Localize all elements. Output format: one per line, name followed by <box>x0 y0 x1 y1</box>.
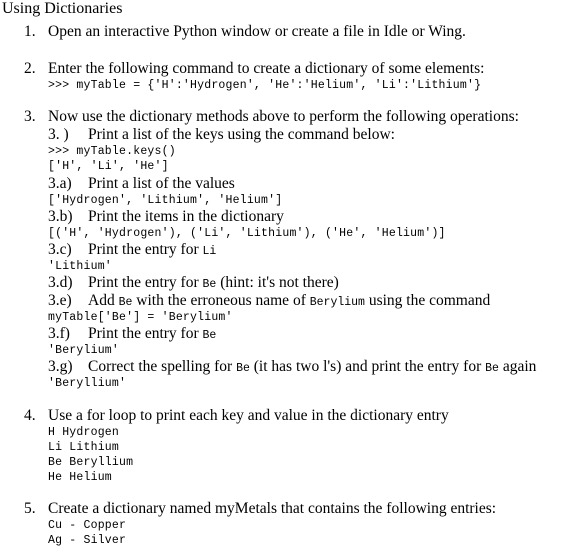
step-text: Use a for loop to print each key and value in the dictionary entry <box>48 407 449 424</box>
substep-text: Print the entry for <box>88 274 203 291</box>
substep-label: 3.c) <box>48 241 72 258</box>
code-output: 'Beryllium' <box>48 377 127 390</box>
substep-tail: using the command <box>364 292 491 309</box>
substep-text: Print a list of the values <box>88 175 235 192</box>
step-text: Now use the dictionary methods above to perform the following operations: <box>48 108 519 125</box>
inline-code: Be <box>202 329 217 342</box>
code-output: Li Lithium <box>48 441 120 454</box>
step-text: Create a dictionary named myMetals that contains the following entries: <box>48 500 497 517</box>
page-title: Using Dictionaries <box>2 0 123 17</box>
code-block: >>> myTable = {'H':'Hydrogen', 'He':'Helium', 'Li':'Lithium'} <box>48 79 482 92</box>
substep-text: Correct the spelling for <box>88 358 237 375</box>
code-block: >>> myTable.keys() <box>48 145 176 158</box>
step-3 <box>24 108 519 126</box>
code-output: Be Beryllium <box>48 456 134 469</box>
code-output: H Hydrogen <box>48 426 120 439</box>
substep-text: Print the items in the dictionary <box>88 208 284 225</box>
inline-code: Be <box>236 362 250 375</box>
code-output: 'Berylium' <box>48 344 120 357</box>
substep-3f <box>48 325 216 345</box>
substep-3d <box>48 274 339 294</box>
step-number: 1. <box>24 23 36 40</box>
substep-text: Print the entry for <box>88 241 203 258</box>
inline-code: Be <box>485 362 499 375</box>
step-text: Open an interactive Python window or create a file in Idle or Wing. <box>48 23 466 40</box>
inline-code: Li <box>202 245 217 258</box>
step-number: 4. <box>24 407 36 424</box>
code-output: Cu - Copper <box>48 519 127 532</box>
inline-code: Be <box>118 296 133 309</box>
step-2 <box>24 60 484 78</box>
substep-label: 3.a) <box>48 175 72 192</box>
substep-tail: (hint: it's not there) <box>216 274 339 291</box>
substep-label: 3.b) <box>48 208 73 225</box>
step-text: Enter the following command to create a dictionary of some elements: <box>48 60 485 77</box>
code-output: He Helium <box>48 471 112 484</box>
step-1 <box>24 23 466 41</box>
step-4 <box>24 407 449 425</box>
substep-3g <box>48 358 536 378</box>
step-number: 5. <box>24 500 36 517</box>
substep-label: 3.e) <box>48 292 72 309</box>
substep-mid: (it has two l's) and print the entry for <box>249 358 486 375</box>
substep-3e <box>48 292 490 312</box>
substep-text: Print the entry for <box>88 325 203 342</box>
substep-3c <box>48 241 216 261</box>
code-output: [('H', 'Hydrogen'), ('Li', 'Lithium'), ('He', 'Helium')] <box>48 227 446 240</box>
substep-3b <box>48 208 284 226</box>
code-output: 'Lithium' <box>48 260 112 273</box>
substep-label: 3.g) <box>48 358 73 375</box>
substep-3a <box>48 175 235 193</box>
substep-label: 3.f) <box>48 325 70 342</box>
step-number: 2. <box>24 60 36 77</box>
substep-tail: again <box>498 358 537 375</box>
substep-3 <box>48 126 395 144</box>
inline-code: Be <box>202 278 217 291</box>
code-block: myTable['Be'] = 'Berylium' <box>48 311 233 324</box>
code-output: ['Hydrogen', 'Lithium', 'Helium'] <box>48 194 283 207</box>
substep-label: 3. ) <box>48 126 69 143</box>
substep-label: 3.d) <box>48 274 73 291</box>
substep-text: Add <box>88 292 119 309</box>
substep-text: Print a list of the keys using the command below: <box>88 126 395 143</box>
step-5 <box>24 500 496 518</box>
code-output: Ag - Silver <box>48 534 127 547</box>
substep-mid: with the erroneous name of <box>132 292 310 309</box>
inline-code: Berylium <box>309 296 365 309</box>
step-number: 3. <box>24 108 36 125</box>
code-output: ['H', 'Li', 'He'] <box>48 160 169 173</box>
